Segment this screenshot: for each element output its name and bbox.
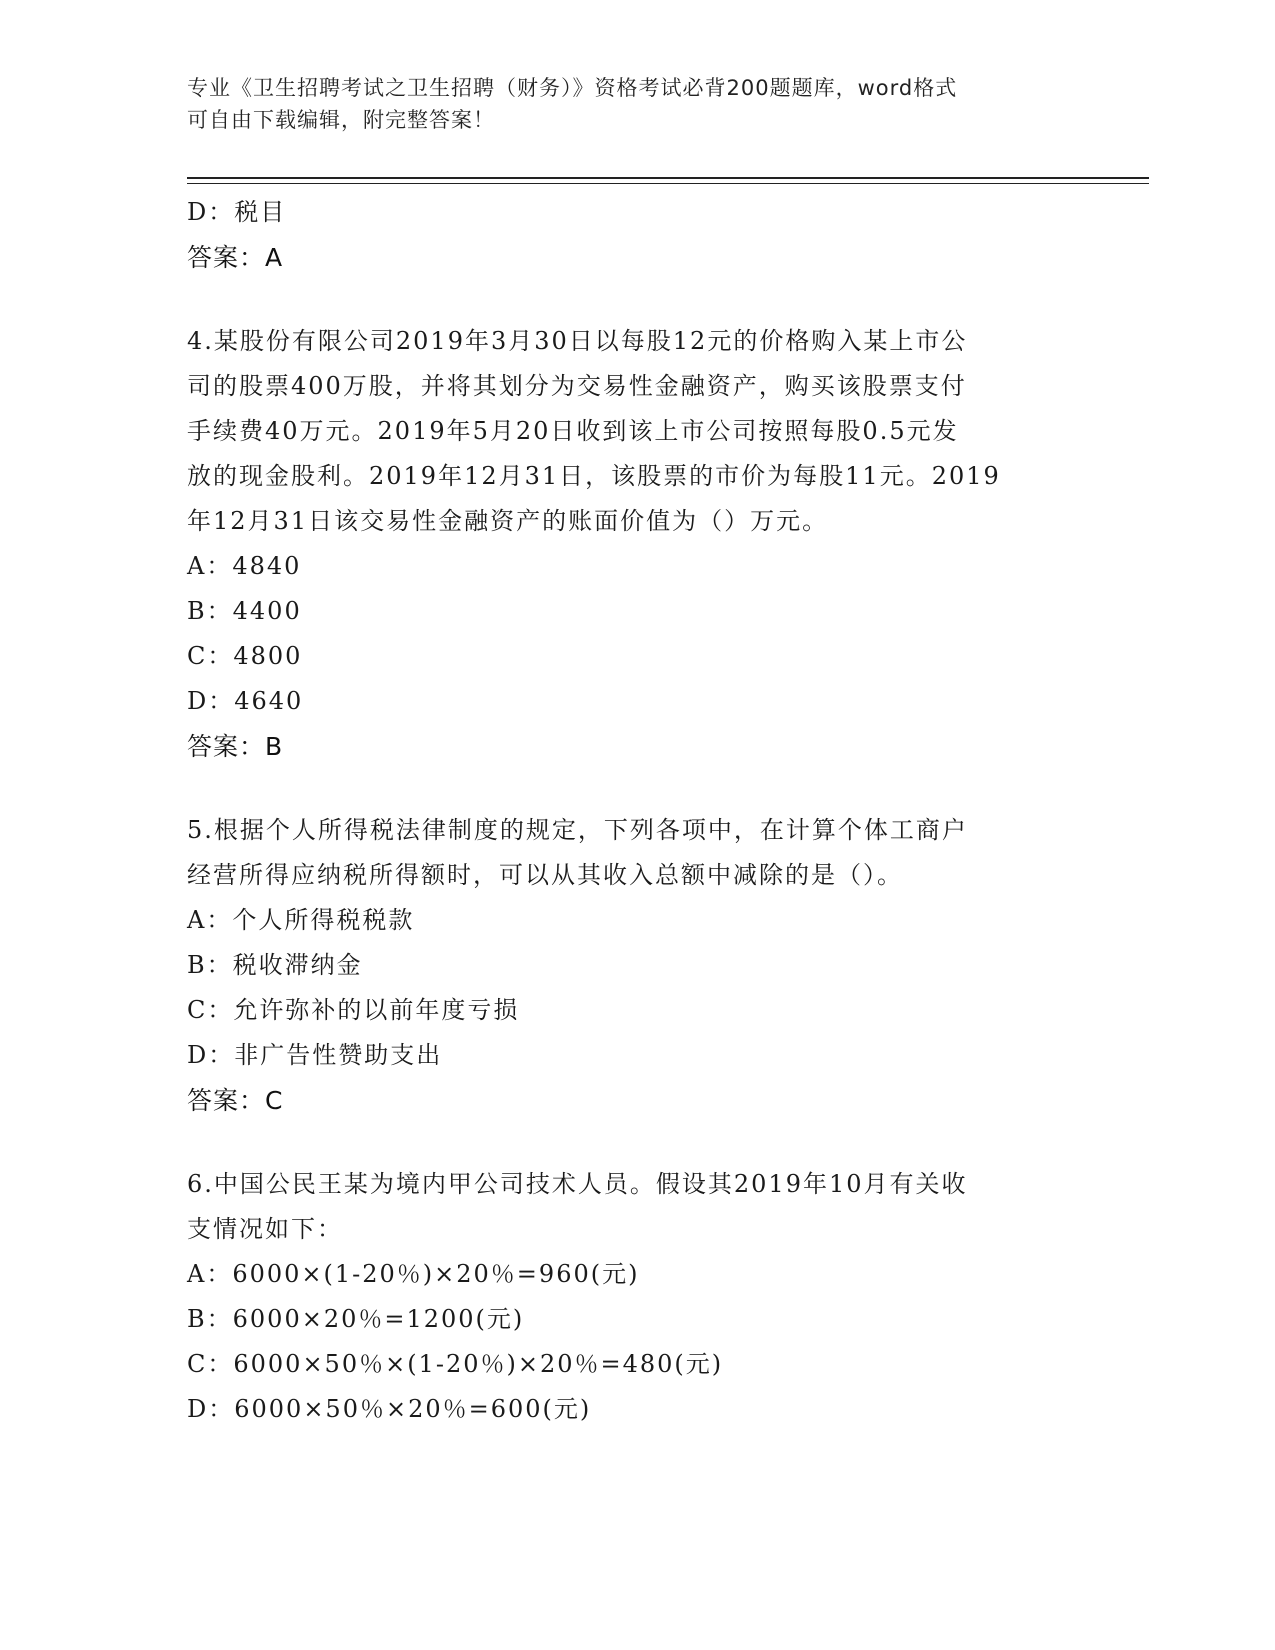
option-b: B：6000×20％=1200(元) [187, 1305, 525, 1333]
header-rule-thin [187, 183, 1149, 184]
option-c: C：6000×50％×(1-20％)×20％=480(元) [187, 1350, 724, 1378]
header-title-line-2: 可自由下载编辑，附完整答案！ [187, 108, 495, 132]
answer-line: 答案：A [187, 243, 284, 272]
option-c: C：4800 [187, 642, 303, 670]
option-b: B：税收滞纳金 [187, 951, 363, 979]
option-a: A：个人所得税税款 [187, 906, 415, 934]
option-d: D：税目 [187, 198, 287, 226]
question-4 [187, 319, 1087, 769]
option-b: B：4400 [187, 597, 302, 625]
question-stem: 4.某股份有限公司2019年3月30日以每股12元的价格购入某上市公 司的股票400万股，并将其划分为交易性金融资产，购买该股票支付 手续费40万元。2019年5月20日收到该上市公司按照每股0.5元发 放的现金股利。2019年12月31日，该股票的市价为每股11元。2019 年12月31日该交易性金融资产的账面价值为（）万元。 [187, 327, 1001, 535]
option-d: D：非广告性赞助支出 [187, 1041, 443, 1069]
option-a: A：4840 [187, 552, 302, 580]
question-5 [187, 808, 1087, 1123]
question-stem: 5.根据个人所得税法律制度的规定，下列各项中，在计算个体工商户 经营所得应纳税所得额时，可以从其收入总额中减除的是（）。 [187, 816, 968, 889]
answer-line: 答案：C [187, 1086, 284, 1115]
answer-line: 答案：B [187, 732, 284, 761]
option-a: A：6000×(1-20％)×20％=960(元) [187, 1260, 640, 1288]
option-c: C：允许弥补的以前年度亏损 [187, 996, 520, 1024]
previous-question-tail [187, 190, 1087, 280]
document-body [187, 190, 1087, 1432]
option-d: D：6000×50％×20％=600(元) [187, 1395, 592, 1423]
document-header [187, 72, 1067, 136]
header-title-line-1: 专业《卫生招聘考试之卫生招聘（财务）》资格考试必背200题题库，word格式 [187, 76, 958, 100]
question-stem: 6.中国公民王某为境内甲公司技术人员。假设其2019年10月有关收 支情况如下： [187, 1170, 968, 1243]
header-rule-thick [187, 177, 1149, 179]
option-d: D：4640 [187, 687, 304, 715]
question-6 [187, 1162, 1087, 1432]
